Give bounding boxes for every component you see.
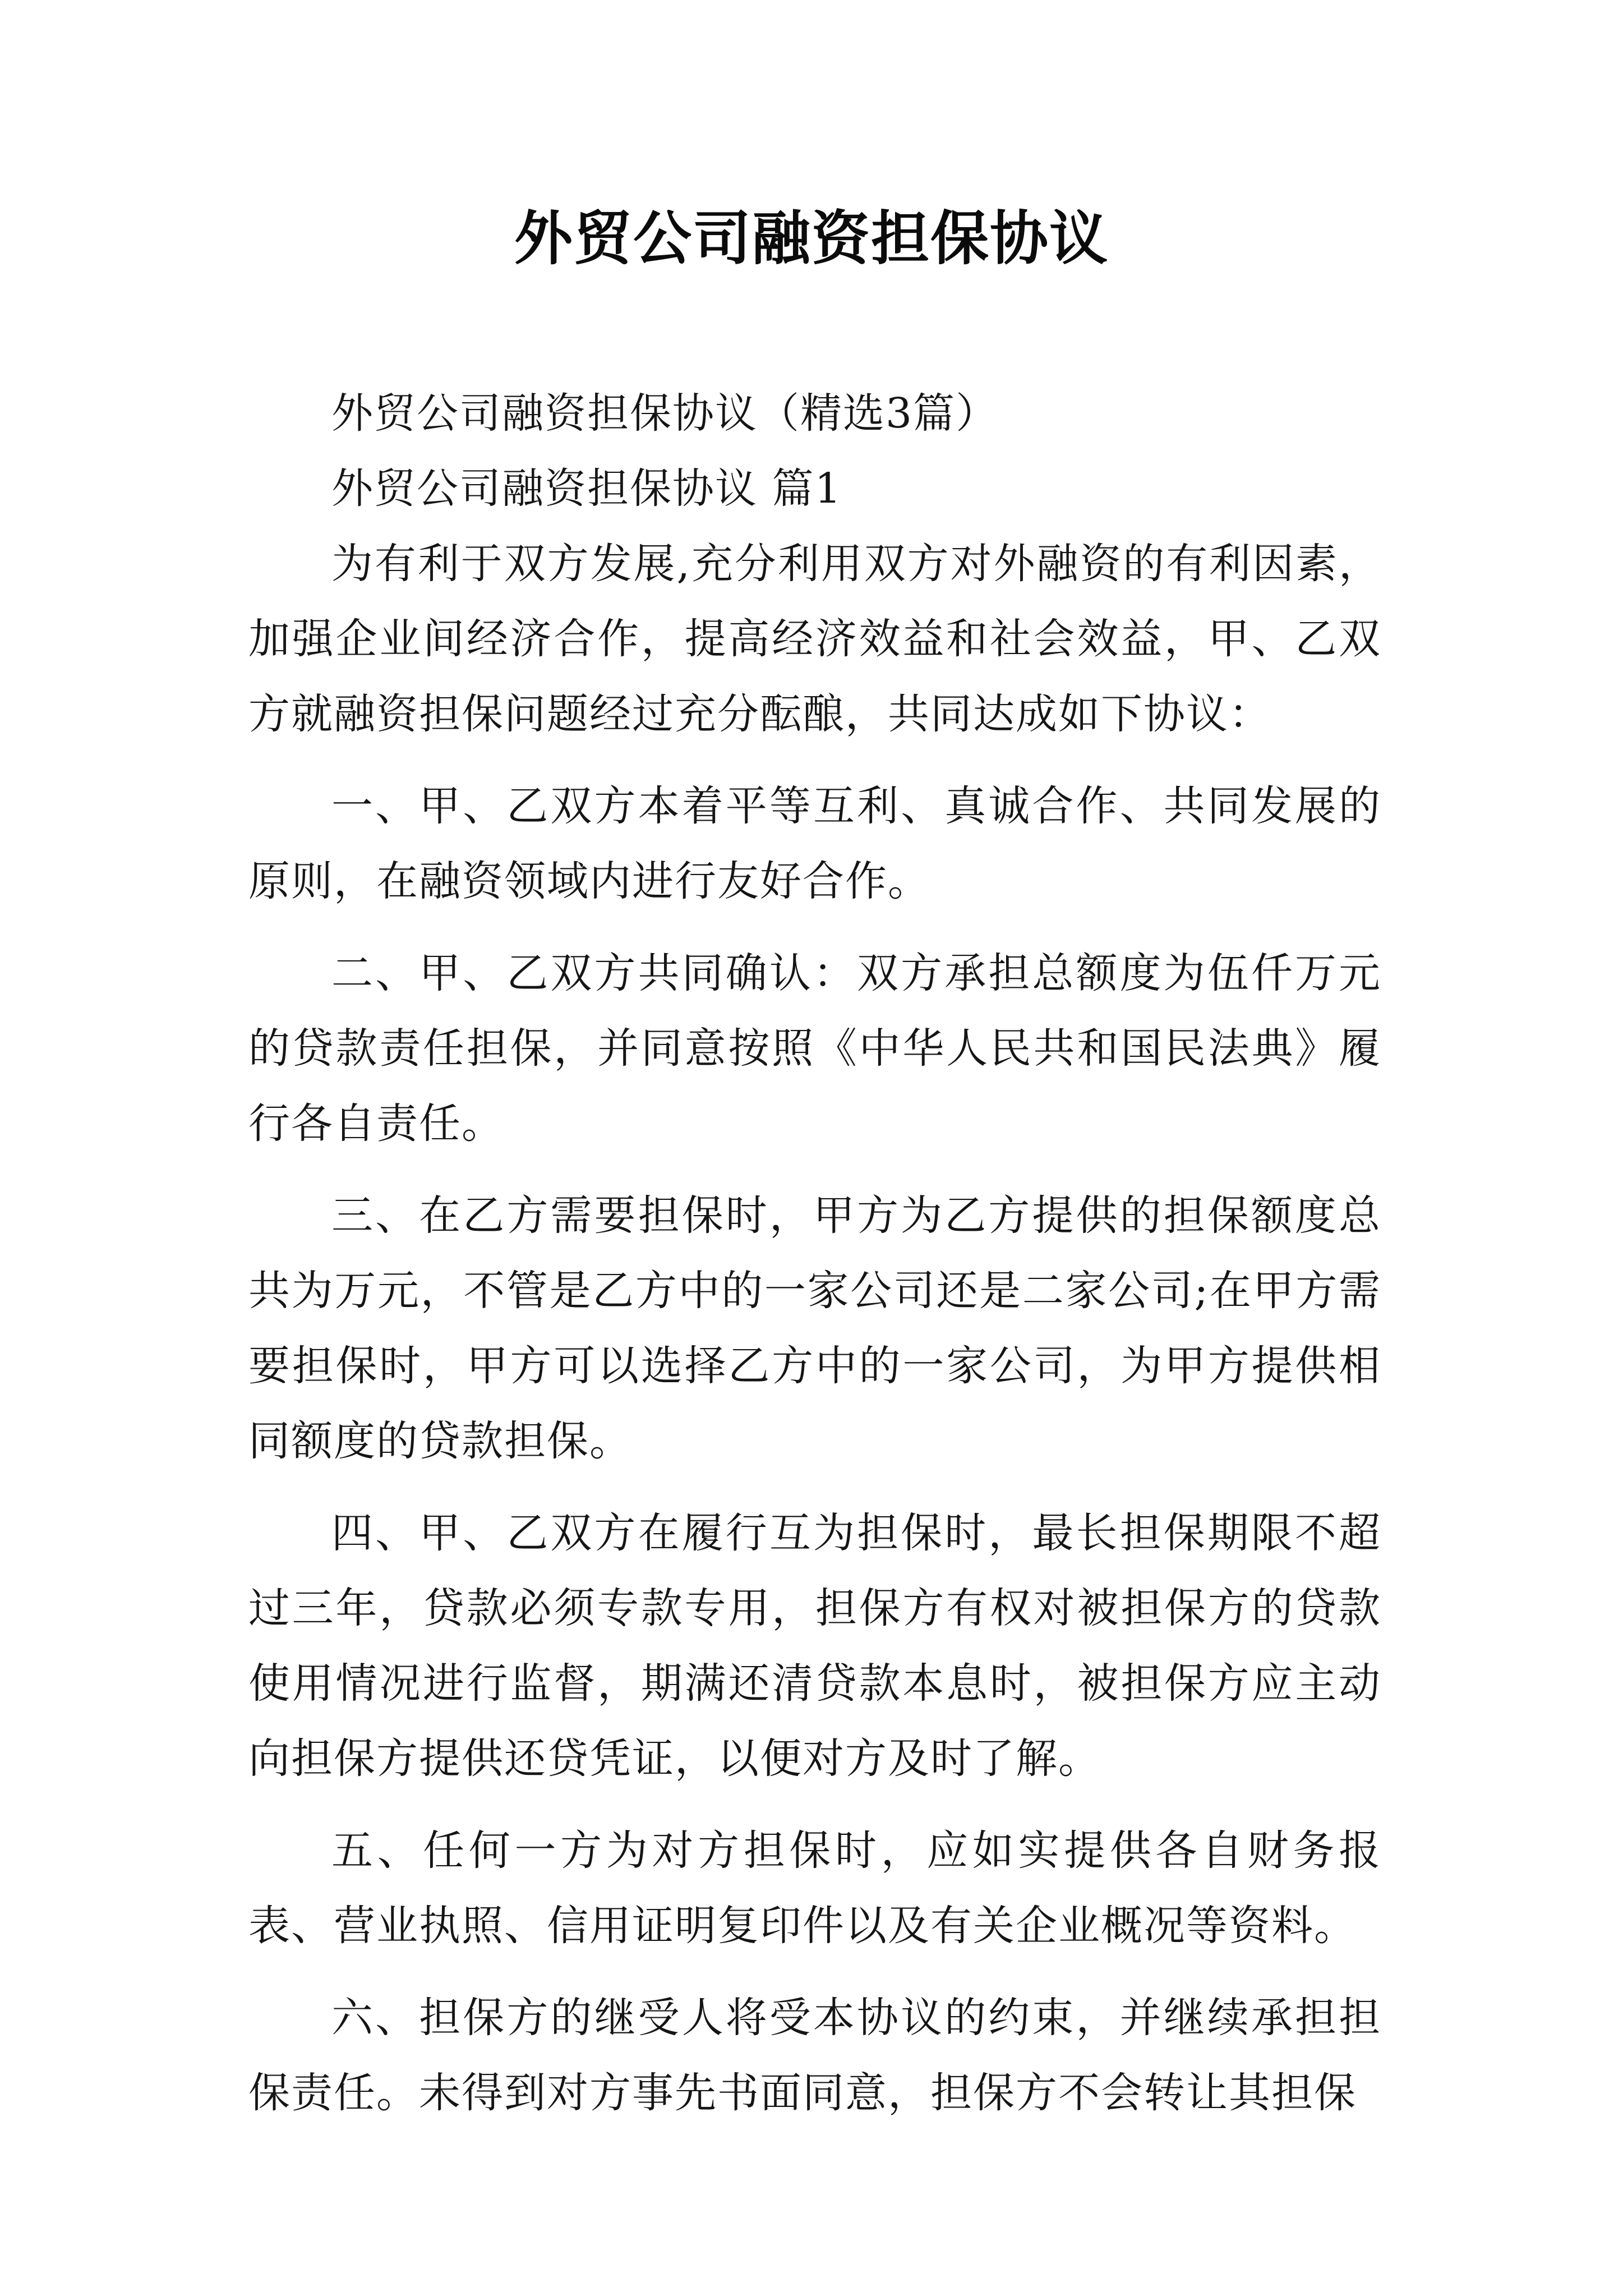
paragraph-intro: 为有利于双方发展,充分利用双方对外融资的有利因素，加强企业间经济合作，提高经济效益和社会效益，甲、乙双方就融资担保问题经过充分酝酿，共同达成如下协议： (248, 540, 1381, 738)
paragraph-clause-1: 一、甲、乙双方本着平等互利、真诚合作、共同发展的原则，在融资领域内进行友好合作。 (248, 782, 1381, 905)
document-title: 外贸公司融资担保协议 (514, 204, 1109, 273)
paragraph-clause-5: 五、任何一方为对方担保时，应如实提供各自财务报表、营业执照、信用证明复印件以及有关企业概况等资料。 (248, 1826, 1381, 1950)
paragraph-clause-6: 六、担保方的继受人将受本协议的约束，并继续承担担保责任。未得到对方事先书面同意，担保方不会转让其担保 (248, 1994, 1381, 2117)
paragraph-clause-3: 三、在乙方需要担保时，甲方为乙方提供的担保额度总共为万元，不管是乙方中的一家公司还是二家公司;在甲方需要担保时，甲方可以选择乙方中的一家公司，为甲方提供相同额度的贷款担保。 (248, 1191, 1381, 1465)
document-subtitle: 外贸公司融资担保协议（精选3篇） (331, 389, 999, 438)
document-body (248, 376, 1381, 2147)
section-heading: 外贸公司融资担保协议 篇1 (331, 464, 842, 513)
paragraph-clause-2: 二、甲、乙双方共同确认：双方承担总额度为伍仟万元的贷款责任担保，并同意按照《中华人民共和国民法典》履行各自责任。 (248, 949, 1381, 1148)
paragraph-clause-4: 四、甲、乙双方在履行互为担保时，最长担保期限不超过三年，贷款必须专款专用，担保方有权对被担保方的贷款使用情况进行监督，期满还清贷款本息时，被担保方应主动向担保方提供还贷凭证，以便对方及时了解。 (248, 1509, 1381, 1783)
